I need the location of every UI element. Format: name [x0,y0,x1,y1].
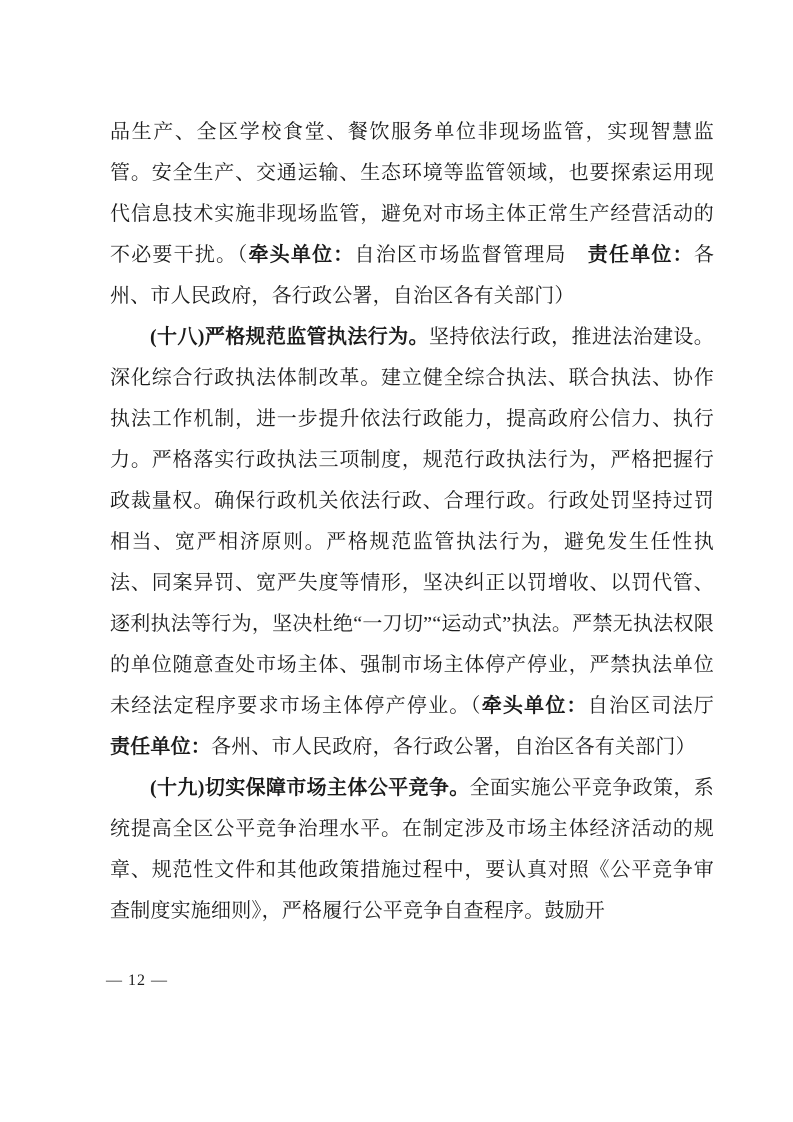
item-18-heading: (十八)严格规范监管执法行为。 [150,326,429,348]
page-number: — 12 — [106,972,168,989]
paragraph-item-19 [110,768,714,932]
lead-unit-label: 牵头单位： [248,244,355,266]
lead-unit-value: 自治区市场监督管理局 [354,244,588,266]
body-text: 品生产、全区学校食堂、餐饮服务单位非现场监管，实现智慧监管。安全生产、交通运输、生态环境等监管领域，也要探索运用现代信息技术实施非现场监管，避免对市场主体正常生产经营活动的不必要干扰。（ [110,121,714,266]
responsible-unit-value: 各州、市人民政府，各行政公署，自治区各有关部门） [211,736,696,758]
body-text: 全面实施公平竞争政策，系统提高全区公平竞争治理水平。在制定涉及市场主体经济活动的规章、规范性文件和其他政策措施过程中，要认真对照《公平竞争审查制度实施细则》，严格履行公平竞争自查程序。鼓励开 [110,777,714,922]
paragraph-continued [110,112,714,317]
body-text: 坚持依法行政，推进法治建设。深化综合行政执法体制改革。建立健全综合执法、联合执法、协作执法工作机制，进一步提升依法行政能力，提高政府公信力、执行力。严格落实行政执法三项制度，规范行政执法行为，严格把握行政裁量权。确保行政机关依法行政、合理行政。行政处罚坚持过罚相当、宽严相济原则。严格规范监管执法行为，避免发生任性执法、同案异罚、宽严失度等情形，坚决纠正以罚增收、以罚代管、逐利执法等行为，坚决杜绝“一刀切”“运动式”执法。严禁无执法权限的单位随意查处市场主体、强制市场主体停产停业，严禁执法单位未经法定程序要求市场主体停产停业。（ [110,326,714,717]
responsible-unit-label: 责任单位： [110,736,211,758]
lead-unit-label: 牵头单位： [481,695,588,717]
responsible-unit-label: 责任单位： [587,244,694,266]
paragraph-item-18 [110,317,735,768]
item-19-heading: (十九)切实保障市场主体公平竞争。 [150,777,470,799]
lead-unit-value: 自治区司法厅 [587,695,735,717]
document-body [110,112,735,932]
responsible-unit-value: 各州、市人民政府，各行政公署，自治区各有关部门） [110,244,715,307]
